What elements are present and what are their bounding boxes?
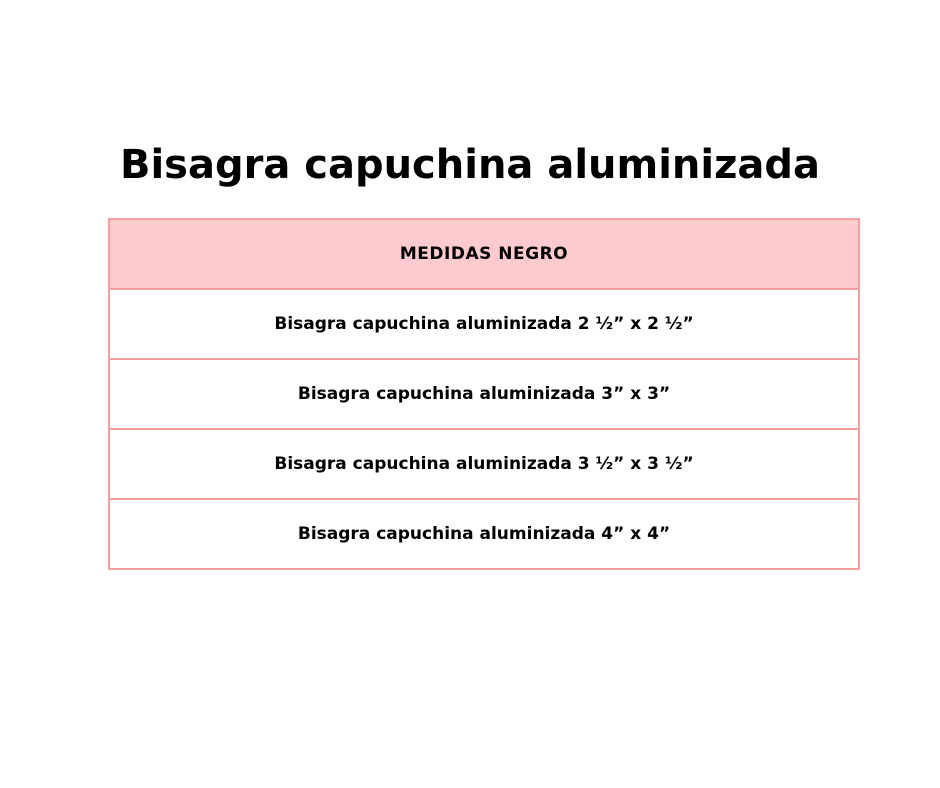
table-cell-size-3-1-2: Bisagra capuchina aluminizada 3 ½” x 3 ½” — [109, 429, 859, 499]
table-cell-size-4: Bisagra capuchina aluminizada 4” x 4” — [109, 499, 859, 569]
table-cell-size-2-1-2: Bisagra capuchina aluminizada 2 ½” x 2 ½” — [109, 289, 859, 359]
table-row — [109, 359, 859, 429]
table-row — [109, 499, 859, 569]
table-cell-size-3: Bisagra capuchina aluminizada 3” x 3” — [109, 359, 859, 429]
page-title: Bisagra capuchina aluminizada — [119, 141, 821, 188]
table-header-medidas-negro: MEDIDAS NEGRO — [109, 219, 859, 289]
table-row — [109, 289, 859, 359]
table-header-row — [109, 219, 859, 289]
sizes-table — [108, 218, 860, 570]
table-row — [109, 429, 859, 499]
